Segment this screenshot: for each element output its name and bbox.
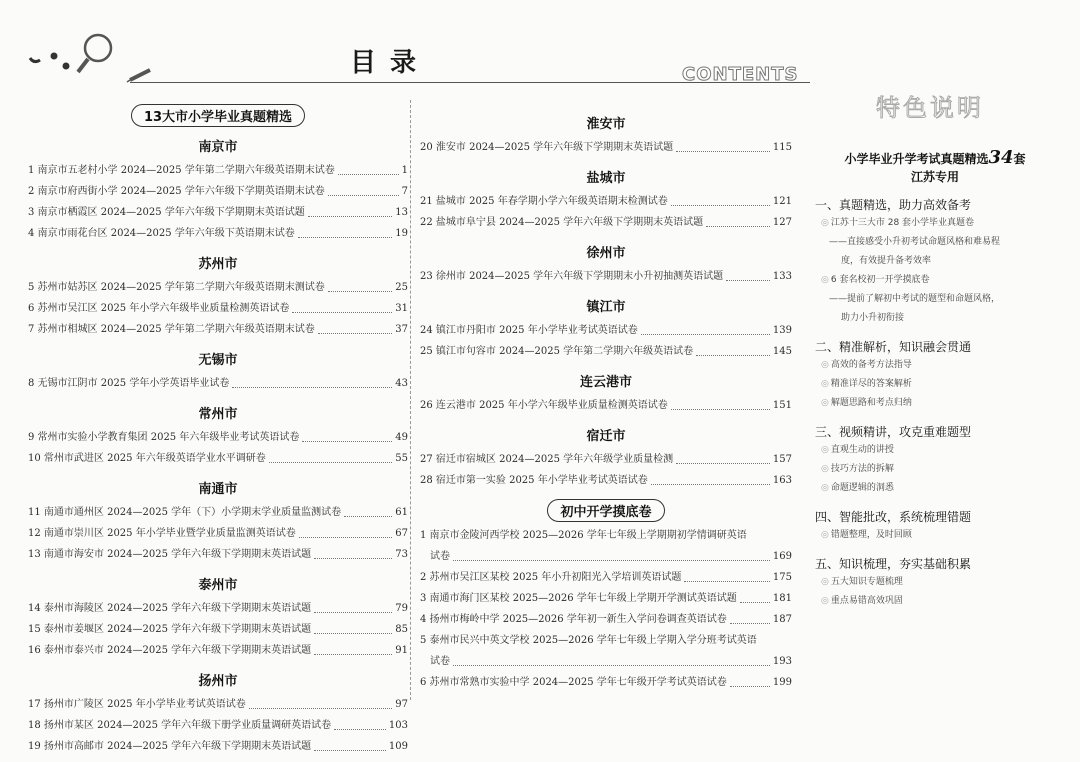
book-title-region: 江苏专用 bbox=[910, 170, 959, 184]
book-title bbox=[815, 149, 1055, 186]
toc-entry-title: 22 盐城市阜宁县 2024—2025 学年六年级下学期期末英语试题 bbox=[420, 217, 704, 228]
toc-entry bbox=[420, 630, 792, 672]
toc-entry bbox=[420, 266, 792, 287]
dot-leader bbox=[671, 205, 770, 206]
toc-entry-page: 109 bbox=[388, 741, 408, 752]
feature-point bbox=[815, 592, 1055, 611]
toc-entry-continuation bbox=[420, 546, 792, 567]
toc-entry-page: 145 bbox=[772, 346, 792, 357]
city-heading: 苏州市 bbox=[198, 257, 238, 272]
dot-leader bbox=[730, 686, 770, 687]
toc-entry-page: 199 bbox=[772, 677, 792, 688]
dot-leader bbox=[730, 623, 770, 624]
city-heading: 宿迁市 bbox=[586, 429, 626, 444]
toc-entry-title: 1 南京市五老村小学 2024—2025 学年第二学期六年级英语期末试卷 bbox=[28, 165, 335, 176]
toc-entry-title: 21 盐城市 2025 年春学期小学六年级英语期末检测试卷 bbox=[420, 196, 668, 207]
dot-leader bbox=[314, 633, 392, 634]
dot-leader bbox=[232, 387, 392, 388]
feature-heading: 四、智能批改，系统梳理错题 bbox=[815, 510, 972, 524]
feature-point bbox=[815, 479, 1055, 498]
toc-entry-page: 79 bbox=[395, 603, 408, 614]
toc-entry-page: 127 bbox=[772, 217, 792, 228]
toc-entry bbox=[420, 449, 792, 470]
dot-leader bbox=[696, 355, 770, 356]
feature-point bbox=[815, 573, 1055, 592]
feature-panel bbox=[815, 88, 1055, 611]
toc-entry-page: 49 bbox=[395, 432, 408, 443]
dot-leader bbox=[314, 612, 392, 613]
toc-entry-title: 14 泰州市海陵区 2024—2025 学年六年级下学期期末英语试题 bbox=[28, 603, 312, 614]
city-heading: 连云港市 bbox=[579, 375, 632, 390]
toc-entry-title: 25 镇江市句容市 2024—2025 学年第二学期六年级英语试卷 bbox=[420, 346, 694, 357]
toc-entry-page: 97 bbox=[395, 699, 408, 710]
feature-point-text: 五大知识专题梳理 bbox=[830, 577, 903, 587]
bullet-icon: ◎ bbox=[821, 596, 829, 606]
toc-entry-title: 3 南京市栖霞区 2024—2025 学年六年级下学期期末英语试题 bbox=[28, 207, 305, 218]
feature-point-text: 精准详尽的答案解析 bbox=[830, 379, 912, 389]
bullet-icon: ◎ bbox=[821, 398, 829, 408]
city-heading: 淮安市 bbox=[586, 117, 626, 132]
dot-leader bbox=[302, 441, 392, 442]
toc-entry bbox=[420, 525, 792, 567]
toc-entry bbox=[420, 395, 792, 416]
toc-entry bbox=[28, 223, 408, 244]
toc-entry-page: 151 bbox=[772, 400, 792, 411]
dot-leader bbox=[676, 463, 770, 464]
contents-label: CONTENTS bbox=[682, 64, 799, 85]
bullet-icon: ◎ bbox=[821, 530, 829, 540]
toc-entry-title: 1 南京市金陵河西学校 2025—2026 学年七年级上学期期初学情调研英语 bbox=[420, 530, 747, 541]
toc-entry bbox=[28, 298, 408, 319]
junior-entries bbox=[420, 525, 792, 693]
toc-entry-page: 181 bbox=[772, 593, 792, 604]
dot-leader bbox=[641, 334, 770, 335]
toc-entry bbox=[420, 341, 792, 362]
toc-entry-title: 10 常州市武进区 2025 年六年级英语学业水平调研卷 bbox=[28, 453, 266, 464]
book-title-number: 34 bbox=[988, 147, 1014, 168]
toc-entry bbox=[420, 191, 792, 212]
toc-entry bbox=[420, 470, 792, 491]
toc-entry-page: 175 bbox=[772, 572, 792, 583]
column-divider bbox=[410, 100, 411, 700]
dot-leader bbox=[292, 312, 392, 313]
city-heading: 南通市 bbox=[198, 482, 238, 497]
toc-entry-title: 3 南通市海门区某校 2025—2026 学年七年级上学期开学测试英语试题 bbox=[420, 593, 737, 604]
toc-entry-title: 6 苏州市常熟市实验中学 2024—2025 学年七年级开学考试英语试卷 bbox=[420, 677, 727, 688]
toc-entry bbox=[28, 619, 408, 640]
middle-groups bbox=[420, 113, 792, 491]
feature-point-text: 高效的备考方法指导 bbox=[830, 360, 912, 370]
feature-point-text: 度，有效提升备考效率 bbox=[841, 256, 932, 266]
toc-entry bbox=[420, 567, 792, 588]
toc-entry bbox=[420, 588, 792, 609]
toc-entry bbox=[28, 202, 408, 223]
toc-entry bbox=[28, 160, 408, 181]
dot-leader bbox=[269, 462, 393, 463]
toc-entry bbox=[28, 277, 408, 298]
bullet-icon: ◎ bbox=[821, 360, 829, 370]
feature-point bbox=[815, 460, 1055, 479]
eye-dot-icon bbox=[51, 53, 58, 60]
toc-entry-title: 13 南通市海安市 2024—2025 学年六年级下学期期末英语试题 bbox=[28, 549, 312, 560]
book-title-unit: 套 bbox=[1013, 152, 1026, 166]
toc-entry-page: 163 bbox=[772, 475, 792, 486]
feature-heading: 五、知识梳理，夯实基础积累 bbox=[815, 557, 972, 571]
toc-entry-page: 61 bbox=[395, 507, 408, 518]
toc-entry-title: 2 苏州市吴江区某校 2025 年小升初阳光入学培训英语试题 bbox=[420, 572, 682, 583]
dot-leader bbox=[308, 216, 392, 217]
toc-entry-page: 73 bbox=[395, 549, 408, 560]
dot-leader bbox=[314, 750, 386, 751]
feature-title: 特色说明 bbox=[876, 94, 984, 122]
smile-curve-icon bbox=[30, 58, 40, 62]
feature-heading: 二、精准解析，知识融会贯通 bbox=[815, 340, 972, 354]
toc-entry-title: 23 徐州市 2024—2025 学年六年级下学期期末小升初抽测英语试题 bbox=[420, 271, 724, 282]
feature-point bbox=[815, 233, 1055, 252]
feature-point bbox=[815, 252, 1055, 271]
dot-leader bbox=[453, 665, 770, 666]
toc-entry bbox=[420, 212, 792, 233]
toc-entry-continuation bbox=[420, 651, 792, 672]
feature-heading: 一、真题精选，助力高效备考 bbox=[815, 198, 972, 212]
toc-entry-title: 17 扬州市广陵区 2025 年小学毕业考试英语试卷 bbox=[28, 699, 246, 710]
toc-entry-page: 1 bbox=[401, 165, 408, 176]
toc-entry-page: 193 bbox=[772, 656, 792, 667]
magnifier-icon bbox=[85, 35, 111, 61]
bullet-icon: ◎ bbox=[821, 379, 829, 389]
feature-sections bbox=[815, 196, 1055, 611]
toc-entry bbox=[28, 694, 408, 715]
dot-leader bbox=[318, 333, 392, 334]
toc-entry-page: 37 bbox=[395, 324, 408, 335]
book-title-main: 小学毕业升学考试真题精选 bbox=[844, 152, 989, 166]
toc-entry-title: 26 连云港市 2025 年小学六年级毕业质量检测英语试卷 bbox=[420, 400, 668, 411]
city-heading: 南京市 bbox=[198, 140, 238, 155]
toc-entry-page: 7 bbox=[401, 186, 408, 197]
toc-entry-page: 133 bbox=[772, 271, 792, 282]
toc-entry-page: 25 bbox=[395, 282, 408, 293]
feature-point bbox=[815, 375, 1055, 394]
toc-entry bbox=[28, 427, 408, 448]
dot-leader bbox=[740, 602, 770, 603]
left-groups bbox=[28, 136, 408, 757]
toc-entry-title: 15 泰州市姜堰区 2024—2025 学年六年级下学期期末英语试题 bbox=[28, 624, 312, 635]
toc-entry-page: 157 bbox=[772, 454, 792, 465]
feature-point bbox=[815, 356, 1055, 375]
toc-entry-title: 20 淮安市 2024—2025 学年六年级下学期期末英语试题 bbox=[420, 142, 674, 153]
toc-entry bbox=[28, 319, 408, 340]
toc-entry-page: 55 bbox=[395, 453, 408, 464]
toc-entry bbox=[420, 137, 792, 158]
toc-entry-title: 4 扬州市梅岭中学 2025—2026 学年初一新生入学问卷调查英语试卷 bbox=[420, 614, 727, 625]
city-heading: 常州市 bbox=[198, 407, 238, 422]
toc-left-column bbox=[28, 104, 408, 757]
dot-leader bbox=[314, 654, 392, 655]
dot-leader bbox=[651, 484, 770, 485]
bullet-icon: ◎ bbox=[821, 275, 829, 285]
toc-entry-title: 8 无锡市江阴市 2025 学年小学英语毕业试卷 bbox=[28, 378, 230, 389]
dot-leader bbox=[344, 516, 392, 517]
toc-entry-title-cont: 试卷 bbox=[430, 551, 450, 562]
feature-point bbox=[815, 290, 1055, 309]
toc-entry bbox=[420, 609, 792, 630]
toc-entry-title: 4 南京市雨花台区 2024—2025 学年六年级下英语期末试卷 bbox=[28, 228, 295, 239]
toc-entry-page: 31 bbox=[395, 303, 408, 314]
toc-entry-page: 121 bbox=[772, 196, 792, 207]
feature-point bbox=[815, 526, 1055, 545]
section-title-pill: 13大市小学毕业真题精选 bbox=[131, 104, 305, 127]
toc-entry-page: 13 bbox=[395, 207, 408, 218]
toc-entry-title: 11 南通市通州区 2024—2025 学年（下）小学期末学业质量监测试卷 bbox=[28, 507, 342, 518]
feature-point-text: 6 套名校初一开学摸底卷 bbox=[830, 275, 930, 285]
toc-entry-page: 139 bbox=[772, 325, 792, 336]
feature-point bbox=[815, 271, 1055, 290]
city-heading: 泰州市 bbox=[198, 578, 238, 593]
feature-point-text: ——提前了解初中考试的题型和命题风格， bbox=[829, 294, 1001, 304]
dot-leader bbox=[249, 708, 393, 709]
toc-entry-page: 67 bbox=[395, 528, 408, 539]
feature-point-text: 错题整理，及时回顾 bbox=[830, 530, 912, 540]
feature-point-text: 直观生动的讲授 bbox=[830, 445, 894, 455]
dot-leader bbox=[299, 537, 393, 538]
dot-leader bbox=[726, 280, 770, 281]
toc-entry-page: 187 bbox=[772, 614, 792, 625]
toc-entry-page: 43 bbox=[395, 378, 408, 389]
toc-entry-page: 103 bbox=[388, 720, 408, 731]
feature-point-text: 解题思路和考点归纳 bbox=[830, 398, 912, 408]
feature-point-text: 命题逻辑的洞悉 bbox=[830, 483, 894, 493]
feature-point bbox=[815, 441, 1055, 460]
bullet-icon: ◎ bbox=[821, 483, 829, 493]
junior-section-pill: 初中开学摸底卷 bbox=[547, 499, 664, 522]
feature-point bbox=[815, 309, 1055, 328]
feature-point-text: ——直接感受小升初考试命题风格和难易程 bbox=[829, 237, 1001, 247]
toc-entry bbox=[28, 448, 408, 469]
feature-point-text: 技巧方法的拆解 bbox=[830, 464, 894, 474]
city-heading: 徐州市 bbox=[586, 246, 626, 261]
toc-entry-title: 5 泰州市民兴中英文学校 2025—2026 学年七年级上学期入学分班考试英语 bbox=[420, 635, 757, 646]
feature-point-text: 助力小升初衔接 bbox=[841, 313, 905, 323]
toc-middle-column bbox=[420, 104, 792, 693]
pencil-icon bbox=[127, 70, 150, 82]
feature-heading: 三、视频精讲，攻克重难题型 bbox=[815, 425, 972, 439]
toc-entry-title: 18 扬州市某区 2024—2025 学年六年级下册学业质量调研英语试卷 bbox=[28, 720, 332, 731]
dot-leader bbox=[706, 226, 770, 227]
feature-point-text: 江苏十三大市 28 套小学毕业真题卷 bbox=[830, 218, 975, 228]
toc-entry bbox=[420, 672, 792, 693]
toc-entry bbox=[420, 320, 792, 341]
feature-point bbox=[815, 394, 1055, 413]
city-heading: 盐城市 bbox=[586, 171, 626, 186]
dot-leader bbox=[676, 151, 770, 152]
toc-entry bbox=[28, 502, 408, 523]
eye-dot-icon bbox=[63, 63, 70, 70]
toc-entry-title: 28 宿迁市第一实验 2025 年小学毕业考试英语试卷 bbox=[420, 475, 648, 486]
toc-entry bbox=[28, 373, 408, 394]
toc-entry bbox=[28, 715, 408, 736]
toc-entry-title: 7 苏州市相城区 2024—2025 学年第二学期六年级英语期末试卷 bbox=[28, 324, 315, 335]
toc-entry bbox=[28, 640, 408, 661]
smiley-magnifier-doodle bbox=[24, 30, 164, 90]
toc-entry bbox=[28, 736, 408, 757]
feature-point bbox=[815, 214, 1055, 233]
dot-leader bbox=[338, 174, 399, 175]
toc-entry-title: 27 宿迁市宿城区 2024—2025 学年六年级学业质量检测 bbox=[420, 454, 674, 465]
feature-point-text: 重点易错高效巩固 bbox=[830, 596, 903, 606]
toc-entry-title: 5 苏州市姑苏区 2024—2025 学年第二学期六年级英语期末测试卷 bbox=[28, 282, 325, 293]
city-heading: 扬州市 bbox=[198, 674, 238, 689]
toc-entry-page: 85 bbox=[395, 624, 408, 635]
toc-entry-page: 91 bbox=[395, 645, 408, 656]
toc-entry-title: 24 镇江市丹阳市 2025 年小学毕业考试英语试卷 bbox=[420, 325, 638, 336]
toc-entry bbox=[28, 523, 408, 544]
toc-entry bbox=[28, 598, 408, 619]
toc-entry-title: 12 南通市崇川区 2025 年小学毕业暨学业质量监测英语试卷 bbox=[28, 528, 296, 539]
toc-entry-title: 2 南京市府西街小学 2024—2025 学年六年级下学期英语期末试卷 bbox=[28, 186, 325, 197]
dot-leader bbox=[684, 581, 770, 582]
bullet-icon: ◎ bbox=[821, 218, 829, 228]
bullet-icon: ◎ bbox=[821, 577, 829, 587]
dot-leader bbox=[298, 237, 392, 238]
dot-leader bbox=[671, 409, 770, 410]
toc-entry-title: 6 苏州市吴江区 2025 年小学六年级毕业质量检测英语试卷 bbox=[28, 303, 290, 314]
toc-entry-page: 19 bbox=[395, 228, 408, 239]
dot-leader bbox=[453, 560, 770, 561]
dot-leader bbox=[334, 729, 386, 730]
toc-entry-page: 115 bbox=[772, 142, 792, 153]
toc-entry bbox=[28, 544, 408, 565]
city-heading: 无锡市 bbox=[198, 353, 238, 368]
dot-leader bbox=[314, 558, 392, 559]
city-heading: 镇江市 bbox=[586, 300, 626, 315]
page-title: 目录 bbox=[350, 48, 431, 78]
toc-entry-page: 169 bbox=[772, 551, 792, 562]
toc-entry-title: 16 泰州市泰兴市 2024—2025 学年六年级下学期期末英语试题 bbox=[28, 645, 312, 656]
bullet-icon: ◎ bbox=[821, 445, 829, 455]
dot-leader bbox=[328, 291, 392, 292]
dot-leader bbox=[328, 195, 399, 196]
toc-entry bbox=[28, 181, 408, 202]
toc-entry-title: 19 扬州市高邮市 2024—2025 学年六年级下学期期末英语试题 bbox=[28, 741, 312, 752]
toc-entry-title-cont: 试卷 bbox=[430, 656, 450, 667]
bullet-icon: ◎ bbox=[821, 464, 829, 474]
toc-entry-title: 9 常州市实验小学教育集团 2025 年六年级毕业考试英语试卷 bbox=[28, 432, 300, 443]
